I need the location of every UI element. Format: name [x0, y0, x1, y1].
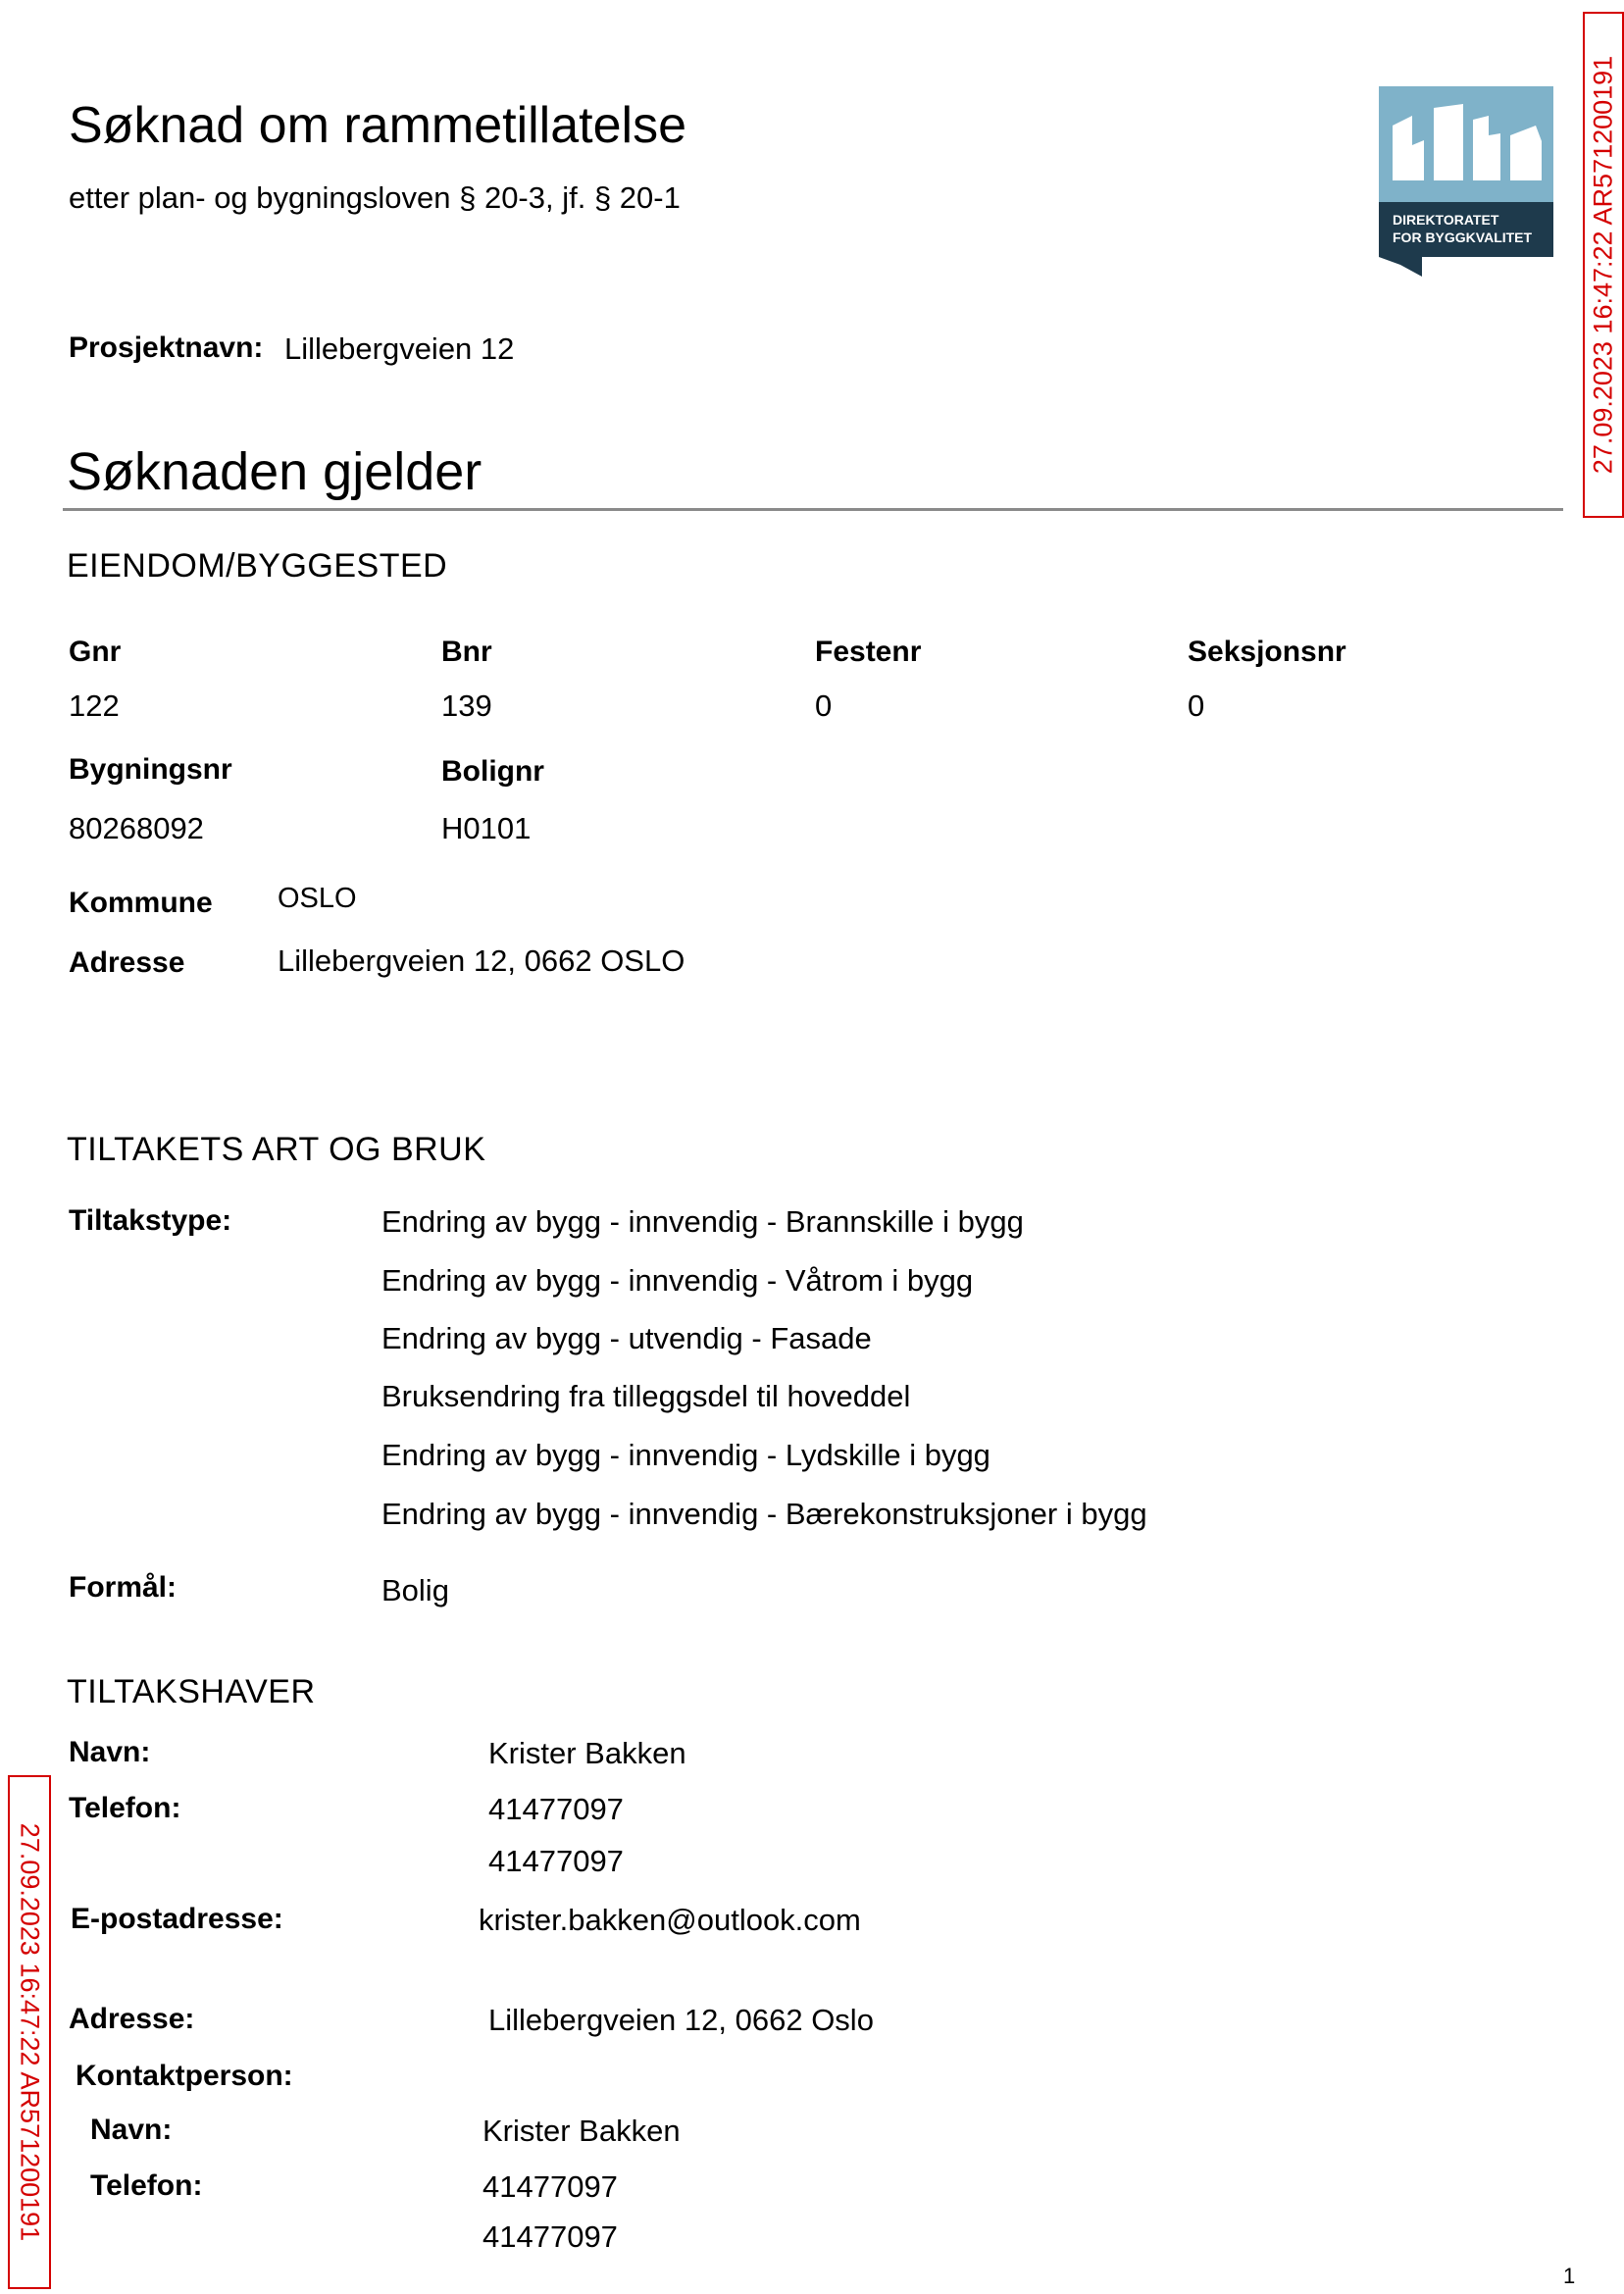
logo-text-line2: FOR BYGGKVALITET	[1393, 229, 1533, 245]
formal-label: Formål:	[69, 1571, 178, 1604]
stamp-right-text: 27.09.2023 16:47:22 AR571200191	[1588, 55, 1618, 475]
tiltakstype-item: Endring av bygg - innvendig - Lydskille i bygg	[381, 1438, 990, 1472]
timestamp-stamp-left	[8, 1775, 51, 2289]
adresse-label: Adresse	[69, 946, 185, 979]
kommune-value: OSLO	[278, 883, 357, 914]
telefon-value-1: 41477097	[488, 1792, 624, 1826]
project-label: Prosjektnavn:	[69, 331, 264, 364]
navn-value: Krister Bakken	[488, 1736, 686, 1770]
tiltak-heading: TILTAKETS ART OG BRUK	[67, 1131, 486, 1168]
page-subtitle: etter plan- og bygningsloven § 20-3, jf. § 20-1	[69, 180, 681, 215]
telefon-label: Telefon:	[69, 1792, 181, 1824]
tiltakstype-item: Bruksendring fra tilleggsdel til hoveddel	[381, 1379, 911, 1413]
bygningsnr-label: Bygningsnr	[69, 753, 232, 786]
project-value: Lillebergveien 12	[284, 331, 515, 366]
page-title: Søknad om rammetillatelse	[69, 97, 686, 154]
gnr-label: Gnr	[69, 636, 122, 668]
tiltakstype-label: Tiltakstype:	[69, 1204, 232, 1237]
tiltakshaver-adresse-label: Adresse:	[69, 2003, 195, 2035]
formal-value: Bolig	[381, 1573, 449, 1607]
tiltakshaver-adresse-value: Lillebergveien 12, 0662 Oslo	[488, 2003, 874, 2037]
section-divider	[63, 508, 1563, 511]
logo-text-line1: DIREKTORATET	[1393, 212, 1499, 228]
gnr-value: 122	[69, 688, 120, 723]
kontakt-navn-value: Krister Bakken	[482, 2114, 681, 2148]
kontakt-telefon-value-2: 41477097	[482, 2219, 618, 2254]
seksjonsnr-label: Seksjonsnr	[1188, 636, 1346, 668]
telefon-value-2: 41477097	[488, 1844, 624, 1878]
bolignr-label: Bolignr	[441, 755, 544, 788]
stamp-left-text: 27.09.2023 16:47:22 AR571200191	[15, 1822, 45, 2242]
tiltakshaver-heading: TILTAKSHAVER	[67, 1673, 316, 1710]
kontakt-telefon-value-1: 41477097	[482, 2169, 618, 2204]
navn-label: Navn:	[69, 1736, 151, 1768]
epost-value: krister.bakken@outlook.com	[479, 1903, 861, 1937]
property-heading: EIENDOM/BYGGESTED	[67, 547, 448, 585]
logo-graphic	[1379, 86, 1553, 277]
festenr-label: Festenr	[815, 636, 922, 668]
bnr-value: 139	[441, 688, 492, 723]
timestamp-stamp-right	[1583, 12, 1624, 518]
bnr-label: Bnr	[441, 636, 492, 668]
bygningsnr-value: 80268092	[69, 811, 204, 845]
page-number: 1	[1563, 2264, 1576, 2288]
kontakt-navn-label: Navn:	[90, 2114, 173, 2146]
kontakt-telefon-label: Telefon:	[90, 2169, 203, 2202]
kontaktperson-label: Kontaktperson:	[76, 2060, 293, 2092]
seksjonsnr-value: 0	[1188, 688, 1205, 723]
tiltakstype-item: Endring av bygg - innvendig - Våtrom i bygg	[381, 1263, 974, 1298]
dibk-logo	[1379, 86, 1553, 277]
adresse-value: Lillebergveien 12, 0662 OSLO	[278, 943, 685, 978]
tiltakstype-item: Endring av bygg - innvendig - Brannskille i bygg	[381, 1204, 1024, 1239]
kommune-label: Kommune	[69, 887, 213, 919]
section-heading: Søknaden gjelder	[67, 442, 482, 501]
festenr-value: 0	[815, 688, 833, 723]
bolignr-value: H0101	[441, 811, 532, 845]
tiltakstype-item: Endring av bygg - innvendig - Bærekonstruksjoner i bygg	[381, 1497, 1147, 1531]
tiltakstype-item: Endring av bygg - utvendig - Fasade	[381, 1321, 872, 1355]
epost-label: E-postadresse:	[71, 1903, 283, 1935]
